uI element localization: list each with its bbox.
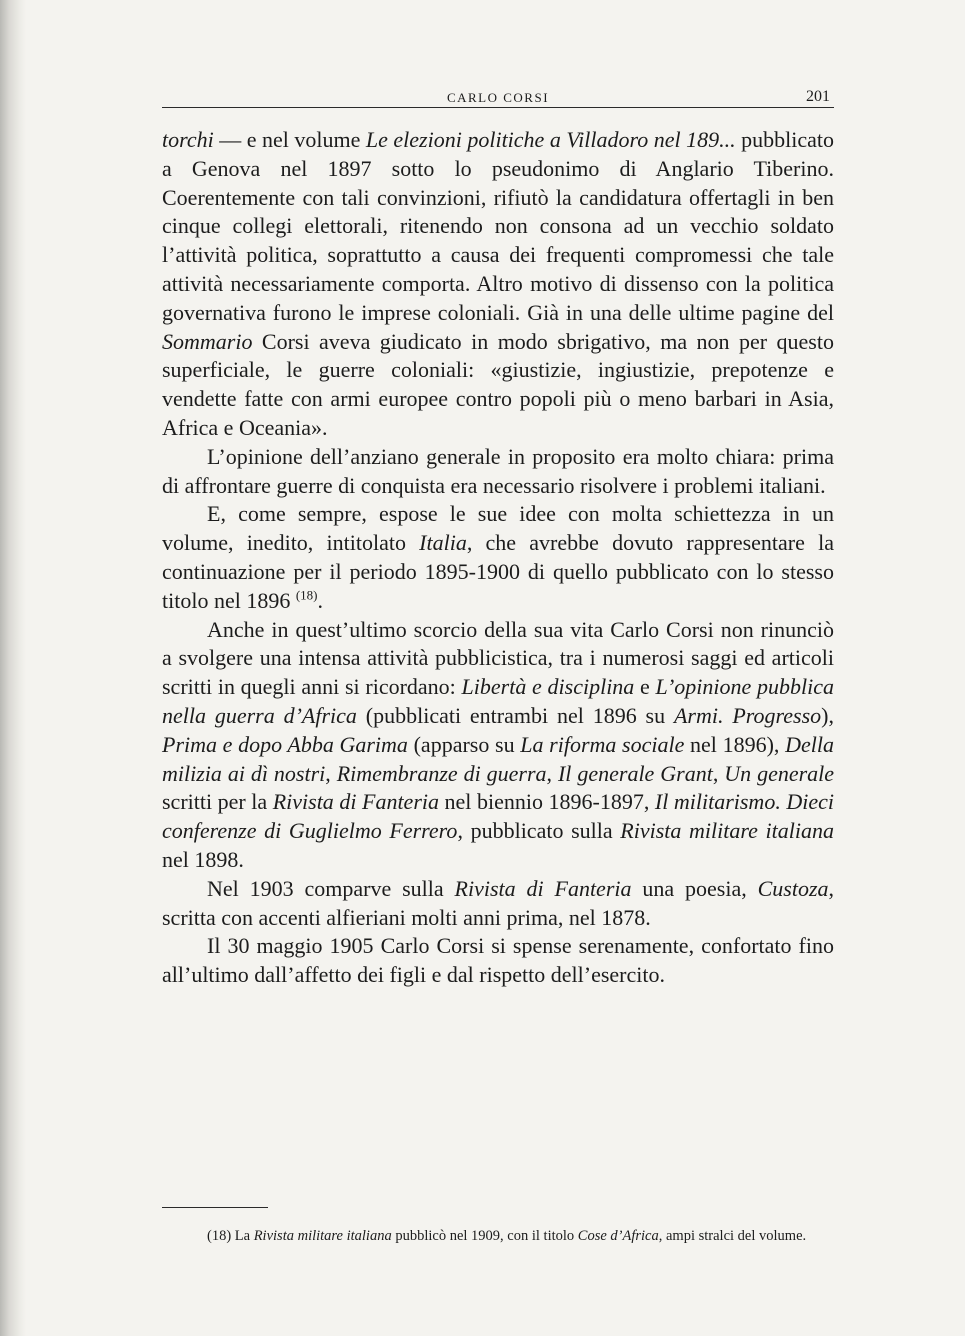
italic-title: Libertà e disciplina bbox=[461, 674, 635, 700]
book-spine-shadow bbox=[0, 0, 26, 1336]
text-run: nel 1896), bbox=[684, 731, 786, 757]
text-run: , scritta con accenti alfieriani molti anni prima, nel 1878. bbox=[162, 875, 835, 930]
italic-title: Custoza bbox=[757, 875, 829, 901]
italic-title: Sommario bbox=[162, 328, 253, 354]
text-run: pubblicato a Genova nel 1897 sotto lo pseudonimo di Anglario Tiberino. Coerentemente con tali convinzioni, rifiutò la candidatura offertagli in ben cinque collegi elettorali, ritenendo non consona ad un vecchio soldato l’attività politica, soprattutto a causa dei frequenti compromessi che tale attività necessariamente comporta. Altro motivo di dissenso con la politica governativa furono le imprese coloniali. Già in una delle ultime pagine del bbox=[162, 127, 834, 325]
book-page bbox=[162, 0, 834, 1336]
running-title: CARLO CORSI bbox=[446, 90, 550, 105]
text-run: . bbox=[317, 587, 323, 613]
footnote-marker: (18) bbox=[295, 587, 318, 603]
text-run: nel biennio 1896-1897, bbox=[439, 789, 655, 815]
footnote-rule bbox=[162, 1207, 268, 1208]
italic-title: Il militarismo. Dieci conferenze di Guglielmo Ferrero bbox=[162, 789, 835, 844]
text-run: scritti per la bbox=[162, 789, 273, 815]
text-run: , bbox=[546, 760, 558, 786]
text-run: ), bbox=[821, 702, 834, 728]
italic-title: torchi bbox=[162, 127, 214, 152]
text-run: Corsi aveva giudicato in modo sbrigativo, ma non per questo superficiale, le guerre coloniali: «giustizie, ingiustizie, prepotenze e vendette fatte con armi europee contro popoli più o meno barbari in Asia, Africa e Oceania». bbox=[162, 328, 834, 440]
italic-title: Rivista militare italiana bbox=[253, 1228, 392, 1244]
paragraph bbox=[162, 932, 834, 990]
italic-title: Rimembranze di guerra bbox=[336, 760, 547, 786]
italic-title: Rivista di Fanteria bbox=[454, 875, 632, 901]
paragraph bbox=[162, 616, 834, 875]
paragraph bbox=[162, 126, 834, 443]
page-number: 201 bbox=[806, 88, 830, 105]
italic-title: Prima e dopo Abba Garima bbox=[162, 731, 408, 757]
text-run: — e nel volume bbox=[213, 127, 366, 152]
text-run: , ampi stralci del volume. bbox=[658, 1228, 807, 1244]
italic-title: L’opinione pubblica nella guerra d’Africa bbox=[162, 674, 834, 728]
footnote bbox=[162, 1225, 834, 1247]
italic-title: Il generale Grant bbox=[557, 760, 713, 786]
text-run: , pubblicato sulla bbox=[457, 818, 621, 844]
italic-title: Della milizia ai dì nostri bbox=[162, 731, 834, 786]
text-run: una poesia, bbox=[631, 875, 758, 901]
text-run: E, come sempre, espose le sue idee con molta schiettezza in un volume, inedito, intitolato bbox=[162, 501, 834, 556]
italic-title: Cose d’Africa bbox=[577, 1228, 659, 1244]
text-run: e bbox=[634, 674, 656, 700]
running-head bbox=[162, 88, 834, 108]
text-run: (18) La bbox=[207, 1228, 254, 1244]
text-run: pubblicò nel 1909, con il titolo bbox=[391, 1228, 578, 1244]
text-run: (apparso su bbox=[407, 731, 521, 757]
text-run: Anche in quest’ultimo scorcio della sua vita Carlo Corsi non rinunciò a svolgere una intensa attività pubblicistica, tra i numerosi saggi ed articoli scritti in quegli anni si ricordano: bbox=[162, 616, 834, 700]
text-run: Il 30 maggio 1905 Carlo Corsi si spense serenamente, confortato fino all’ultimo dall’affetto dei figli e dal rispetto dell’esercito. bbox=[162, 933, 834, 988]
italic-title: Le elezioni politiche a Villadoro nel 189... bbox=[365, 127, 736, 152]
italic-title: La riforma sociale bbox=[520, 731, 685, 757]
italic-title: Armi. Progresso bbox=[673, 702, 822, 728]
text-run: (pubblicati entrambi nel 1896 su bbox=[356, 702, 674, 728]
italic-title: Italia bbox=[419, 530, 467, 556]
italic-title: Rivista di Fanteria bbox=[272, 789, 439, 815]
text-run: nel 1898. bbox=[162, 846, 244, 872]
text-run: Nel 1903 comparve sulla bbox=[207, 875, 455, 901]
text-run: , bbox=[325, 760, 337, 786]
body-text bbox=[162, 126, 834, 990]
paragraph bbox=[162, 500, 834, 615]
paragraph bbox=[162, 443, 834, 501]
header-rule bbox=[162, 107, 834, 108]
text-run: , che avrebbe dovuto rappresentare la continuazione per il periodo 1895-1900 di quello pubblicato con lo stesso titolo nel 1896 bbox=[162, 530, 834, 613]
italic-title: Un generale bbox=[724, 760, 835, 786]
italic-title: Rivista militare italiana bbox=[620, 818, 834, 844]
text-run: , bbox=[712, 760, 725, 786]
text-run: L’opinione dell’anziano generale in proposito era molto chiara: prima di affrontare guerre di conquista era necessario risolvere i problemi italiani. bbox=[162, 443, 834, 498]
paragraph bbox=[162, 875, 834, 933]
